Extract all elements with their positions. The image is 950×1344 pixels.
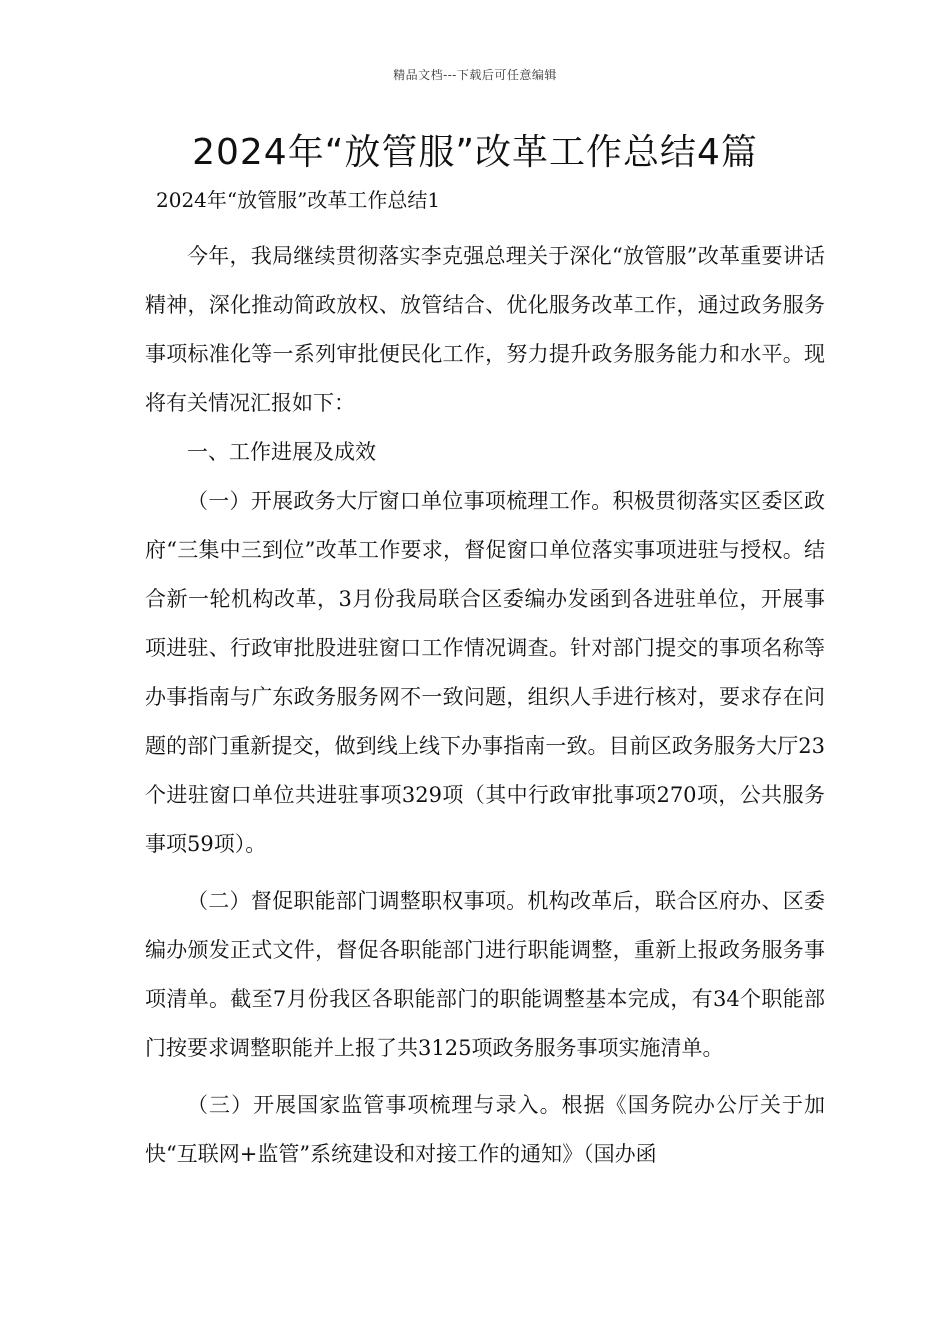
section-heading: 一、工作进展及成效 (187, 440, 376, 464)
paragraph-item-2: （二）督促职能部门调整职权事项。机构改革后，联合区府办、区委编办颁发正式文件，督促各职能部门进行职能调整，重新上报政务服务事项清单。截至7月份我区各职能部门的职能调整基本完成，有34个职能部门按要求调整职能并上报了共3125项政务服务事项实施清单。 (145, 889, 825, 1060)
paragraph-item-3: （三）开展国家监管事项梳理与录入。根据《国务院办公厅关于加快“互联网+监管”系统建设和对接工作的通知》（国办函 (145, 1093, 825, 1166)
header-note: 精品文档---下载后可任意编辑 (393, 68, 557, 82)
paragraph-item-1: （一）开展政务大厅窗口单位事项梳理工作。积极贯彻落实区委区政府“三集中三到位”改革工作要求，督促窗口单位落实事项进驻与授权。结合新一轮机构改革，3月份我局联合区委编办发函到各进驻单位，开展事项进驻、行政审批股进驻窗口工作情况调查。针对部门提交的事项名称等办事指南与广东政务服务网不一致问题，组织人手进行核对，要求存在问题的部门重新提交，做到线上线下办事指南一致。目前区政务服务大厅23个进驻窗口单位共进驻事项329项（其中行政审批事项270项，公共服务事项59项）。 (145, 489, 825, 856)
document-subtitle: 2024年“放管服”改革工作总结1 (156, 188, 441, 212)
document-body (145, 232, 825, 1179)
paragraph-intro: 今年，我局继续贯彻落实李克强总理关于深化“放管服”改革重要讲话精神，深化推动简政放权、放管结合、优化服务改革工作，通过政务服务事项标准化等一系列审批便民化工作，努力提升政务服务能力和水平。现将有关情况汇报如下： (145, 244, 825, 415)
document-title: 2024年“放管服”改革工作总结4篇 (192, 132, 758, 173)
